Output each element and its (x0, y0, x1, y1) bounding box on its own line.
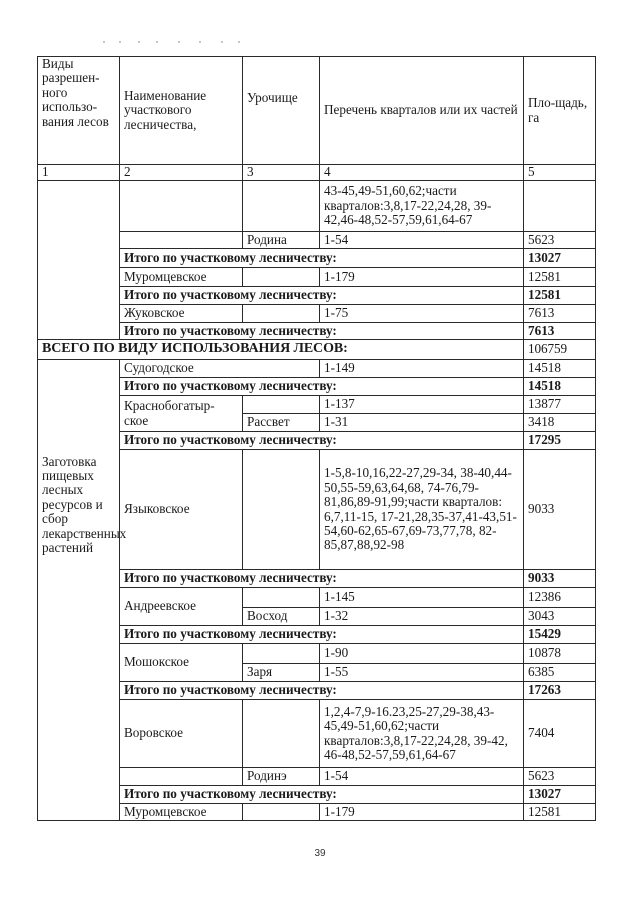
table-row (38, 644, 596, 664)
quarters-cell: 1-90 (320, 644, 524, 664)
area-cell: 3043 (524, 608, 596, 626)
area-cell: 6385 (524, 664, 596, 682)
column-number-row (38, 165, 596, 181)
area-cell (524, 181, 596, 232)
grand-total-area: 106759 (524, 340, 596, 360)
area-cell: 12581 (524, 804, 596, 821)
table-row (38, 181, 596, 232)
forestry-name-cell (120, 232, 243, 249)
subtotal-area: 13027 (524, 786, 596, 804)
grand-total-row (38, 340, 596, 360)
header-area: Пло-щадь, га (524, 57, 596, 165)
scan-artifacts (95, 38, 245, 48)
subtotal-area: 17295 (524, 432, 596, 450)
tract-cell: Родина (243, 232, 320, 249)
forestry-name-cell: Краснобогатыр-ское (120, 396, 243, 432)
forest-quarters-table (37, 56, 596, 821)
quarters-cell: 1-179 (320, 804, 524, 821)
column-number: 2 (120, 165, 243, 181)
area-cell: 10878 (524, 644, 596, 664)
subtotal-label: Итого по участковому лесничеству: (120, 249, 524, 268)
tract-cell (243, 396, 320, 414)
table-row (38, 268, 596, 287)
table-row (38, 588, 596, 608)
tract-cell (243, 588, 320, 608)
table-row (38, 305, 596, 323)
quarters-cell: 1-32 (320, 608, 524, 626)
quarters-cell: 1-31 (320, 414, 524, 432)
table-row (38, 232, 596, 249)
subtotal-row (38, 786, 596, 804)
page-number: 39 (314, 848, 326, 859)
table-row (38, 396, 596, 414)
area-cell: 3418 (524, 414, 596, 432)
tract-cell (243, 450, 320, 570)
subtotal-area: 13027 (524, 249, 596, 268)
tract-cell (243, 644, 320, 664)
subtotal-row (38, 249, 596, 268)
quarters-cell: 43-45,49-51,60,62;части кварталов:3,8,17-22,24,28, 39-42,46-48,52-57,59,61,64-67 (320, 181, 524, 232)
use-type-cell: Заготовка пищевых лесных ресурсов и сбор лекарственных растений (38, 360, 120, 821)
subtotal-row (38, 432, 596, 450)
area-cell: 14518 (524, 360, 596, 378)
column-number: 1 (38, 165, 120, 181)
grand-total-label: ВСЕГО ПО ВИДУ ИСПОЛЬЗОВАНИЯ ЛЕСОВ: (38, 340, 524, 360)
tract-cell: Заря (243, 664, 320, 682)
forestry-name-cell: Языковское (120, 450, 243, 570)
tract-cell: Рассвет (243, 414, 320, 432)
subtotal-area: 17263 (524, 682, 596, 700)
forestry-name-cell: Жуковское (120, 305, 243, 323)
forestry-name-cell: Андреевское (120, 588, 243, 626)
tract-cell (243, 268, 320, 287)
quarters-cell: 1-54 (320, 232, 524, 249)
column-number: 4 (320, 165, 524, 181)
tract-cell: Родинэ (243, 768, 320, 786)
forestry-name-cell: Муромцевское (120, 804, 243, 821)
quarters-cell: 1-145 (320, 588, 524, 608)
subtotal-row (38, 287, 596, 305)
area-cell: 5623 (524, 232, 596, 249)
forestry-name-cell: Судогодское (120, 360, 320, 378)
table-row (38, 768, 596, 786)
forestry-name-cell: Воровское (120, 700, 243, 768)
subtotal-label: Итого по участковому лесничеству: (120, 432, 524, 450)
column-number: 5 (524, 165, 596, 181)
tract-cell (243, 700, 320, 768)
quarters-cell: 1-179 (320, 268, 524, 287)
subtotal-label: Итого по участковому лесничеству: (120, 323, 524, 340)
quarters-cell: 1-54 (320, 768, 524, 786)
header-use-type: Виды разрешен-ного использо-вания лесов (38, 57, 120, 165)
table-header-row (38, 57, 596, 165)
column-number: 3 (243, 165, 320, 181)
subtotal-row (38, 323, 596, 340)
quarters-cell: 1-55 (320, 664, 524, 682)
quarters-cell: 1,2,4-7,9-16.23,25-27,29-38,43-45,49-51,60,62;части кварталов:3,8,17-22,24,28, 39-42, 46-48,52-57,59,61,64-67 (320, 700, 524, 768)
table-row (38, 700, 596, 768)
subtotal-label: Итого по участковому лесничеству: (120, 786, 524, 804)
subtotal-area: 14518 (524, 378, 596, 396)
header-tract: Урочище (243, 57, 320, 165)
quarters-cell: 1-137 (320, 396, 524, 414)
subtotal-area: 12581 (524, 287, 596, 305)
subtotal-row (38, 570, 596, 588)
forestry-name-cell: Мошокское (120, 644, 243, 682)
subtotal-row (38, 378, 596, 396)
area-cell: 9033 (524, 450, 596, 570)
subtotal-row (38, 626, 596, 644)
area-cell: 7613 (524, 305, 596, 323)
table-row (38, 804, 596, 821)
subtotal-label: Итого по участковому лесничеству: (120, 287, 524, 305)
tract-cell (243, 305, 320, 323)
area-cell: 12386 (524, 588, 596, 608)
use-type-cell-empty (38, 181, 120, 340)
forestry-name-cell: Муромцевское (120, 268, 243, 287)
header-quarters: Перечень кварталов или их частей (320, 57, 524, 165)
subtotal-row (38, 682, 596, 700)
table-row (38, 450, 596, 570)
subtotal-label: Итого по участковому лесничеству: (120, 570, 524, 588)
tract-cell (243, 181, 320, 232)
subtotal-area: 15429 (524, 626, 596, 644)
quarters-cell: 1-5,8-10,16,22-27,29-34, 38-40,44-50,55-59,63,64,68, 74-76,79-81,86,89-91,99;части кварталов: 6,7,11-15, 17-21,28,35-37,41-43,51-54,60-62,65-67,69-73,77,78, 82-85,87,88,92-98 (320, 450, 524, 570)
tract-cell: Восход (243, 608, 320, 626)
area-cell: 13877 (524, 396, 596, 414)
area-cell: 5623 (524, 768, 596, 786)
subtotal-area: 7613 (524, 323, 596, 340)
subtotal-label: Итого по участковому лесничеству: (120, 682, 524, 700)
header-forestry-name: Наименование участкового лесничества, (120, 57, 243, 165)
subtotal-area: 9033 (524, 570, 596, 588)
forestry-name-cell (120, 768, 243, 786)
quarters-cell: 1-149 (320, 360, 524, 378)
area-cell: 7404 (524, 700, 596, 768)
subtotal-label: Итого по участковому лесничеству: (120, 378, 524, 396)
area-cell: 12581 (524, 268, 596, 287)
table-row (38, 360, 596, 378)
subtotal-label: Итого по участковому лесничеству: (120, 626, 524, 644)
quarters-cell: 1-75 (320, 305, 524, 323)
tract-cell (243, 804, 320, 821)
forestry-name-cell (120, 181, 243, 232)
